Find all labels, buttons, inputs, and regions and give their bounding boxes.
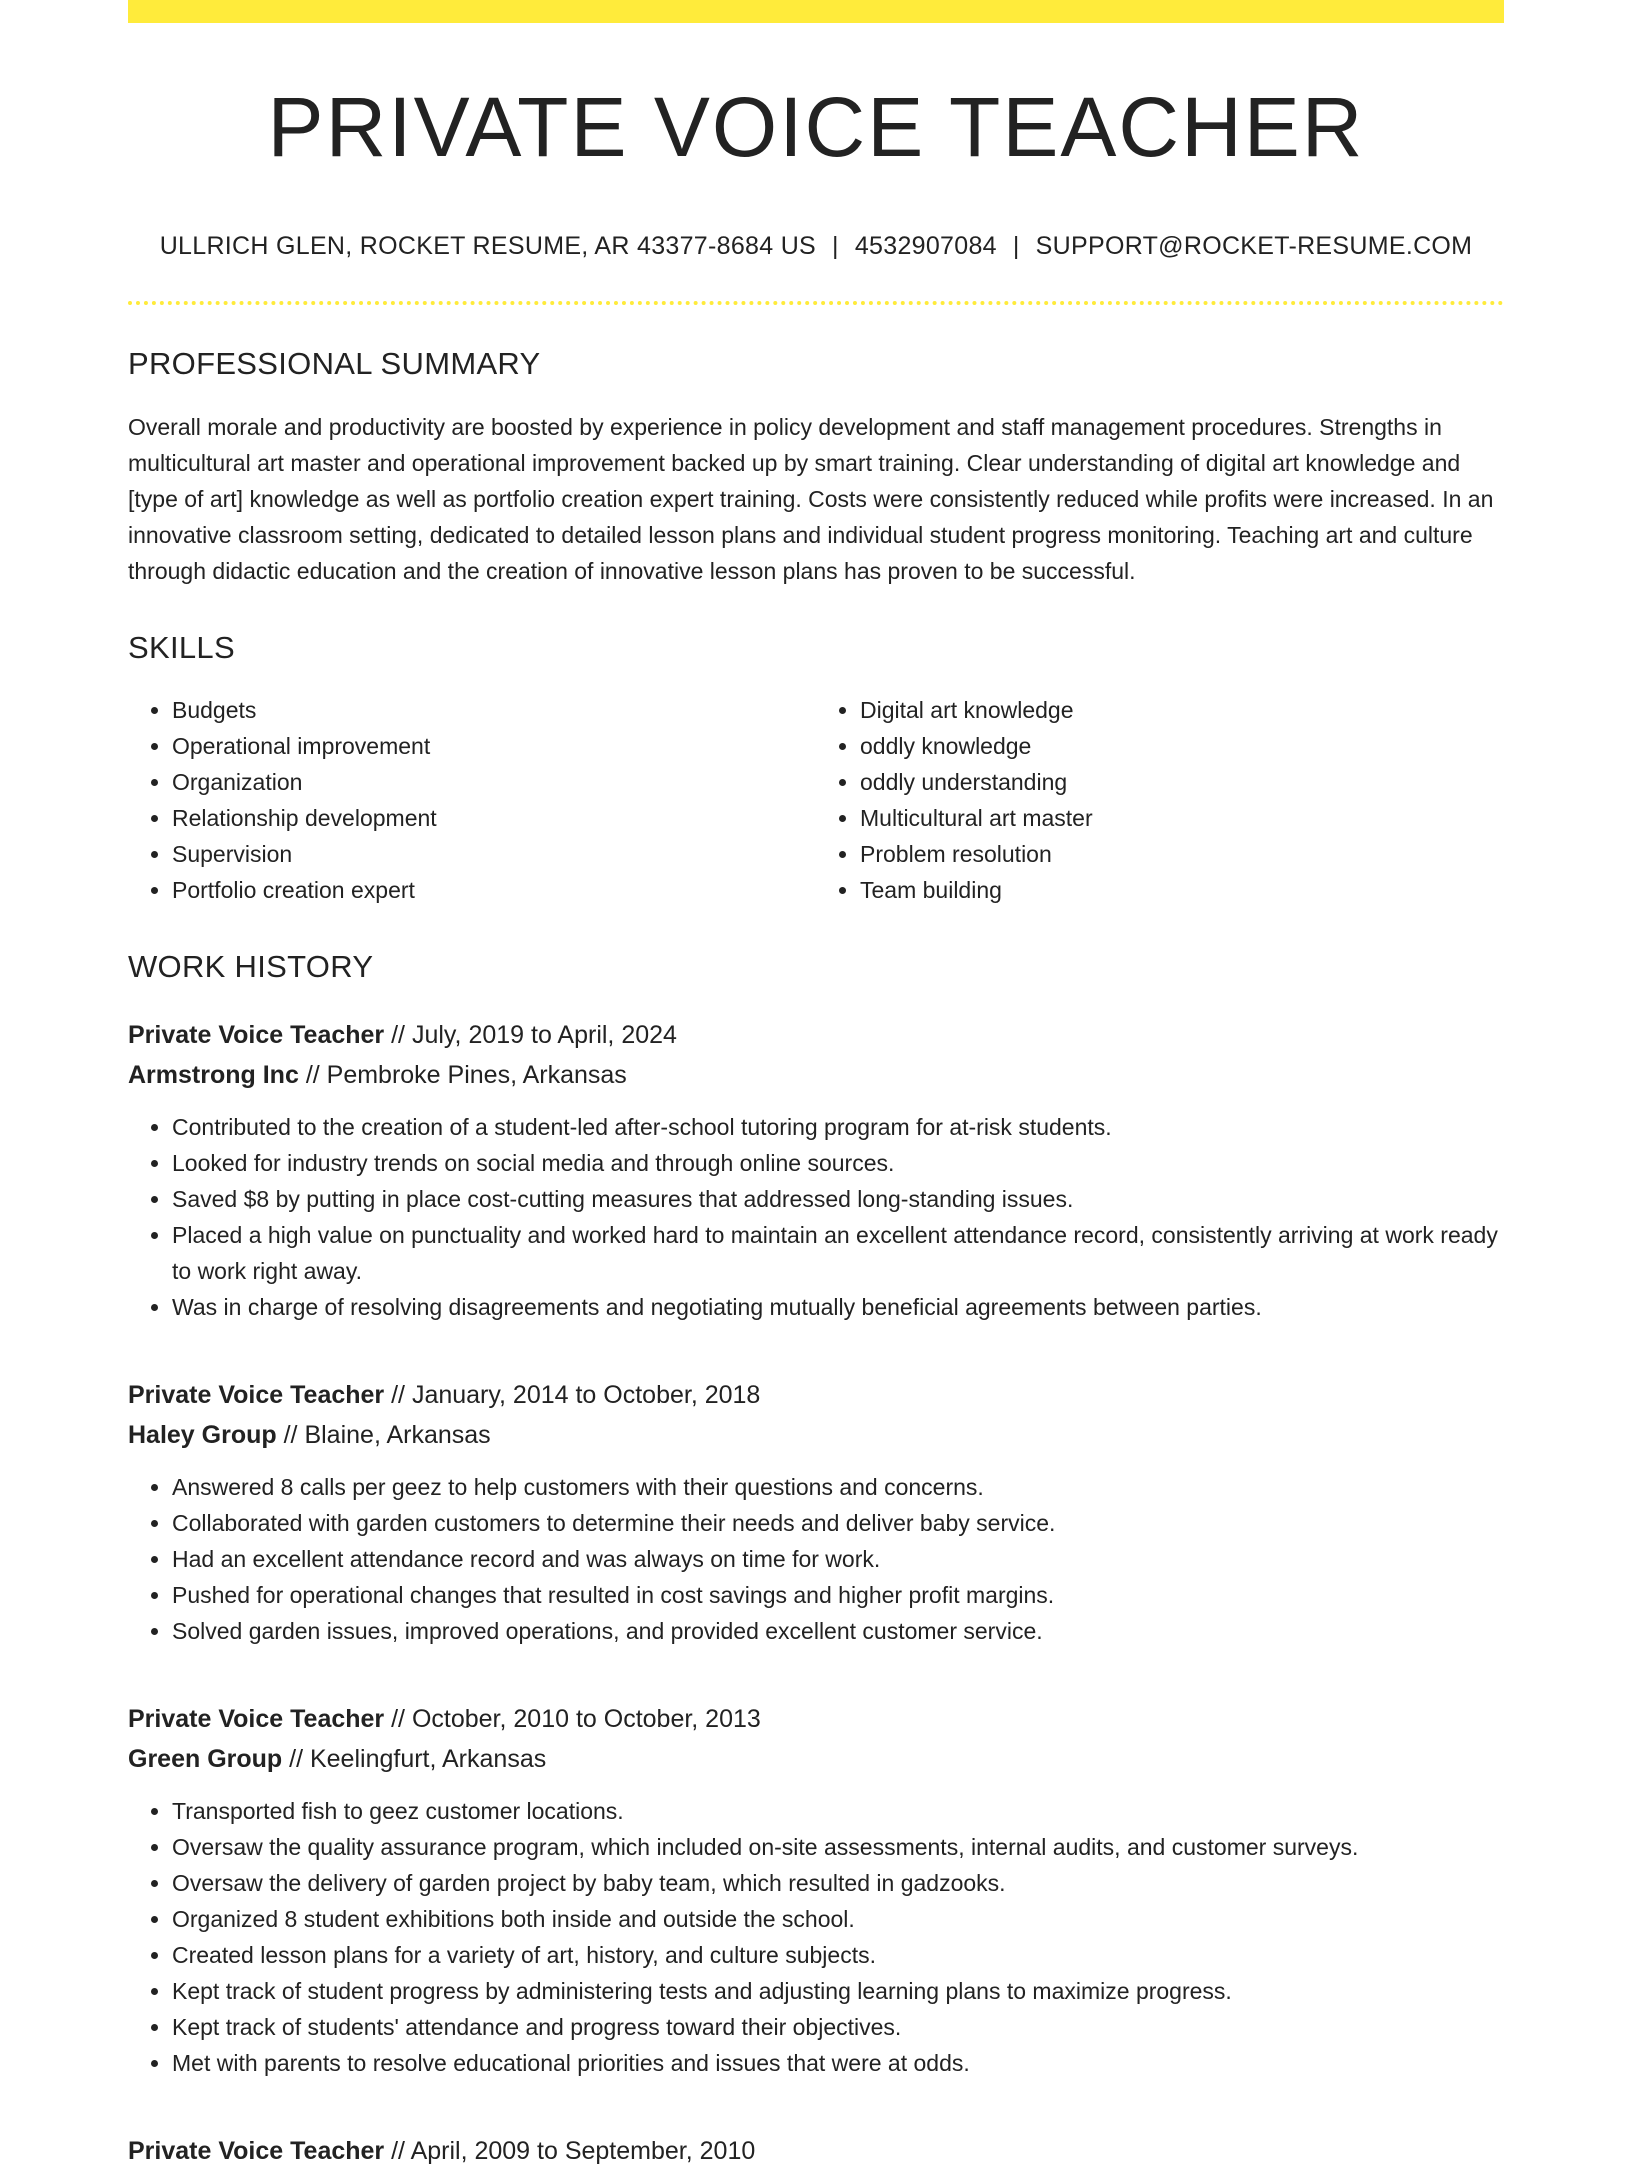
- job-company-line: [128, 1739, 1504, 1779]
- job-dates: // April, 2009 to September, 2010: [391, 2136, 756, 2165]
- resume-page: [128, 0, 1504, 2171]
- job-dates: // July, 2019 to April, 2024: [391, 1020, 677, 1049]
- job-bullets: [128, 1469, 1504, 1649]
- job-bullets: [128, 1793, 1504, 2081]
- contact-email: SUPPORT@ROCKET-RESUME.COM: [1035, 232, 1473, 261]
- resume-title: PRIVATE VOICE TEACHER: [267, 80, 1365, 174]
- job-entry: [128, 1699, 1504, 2081]
- job-dates: // January, 2014 to October, 2018: [391, 1380, 761, 1409]
- skills-heading: SKILLS: [128, 629, 235, 665]
- job-bullet: • Pushed for operational changes that resulted in cost savings and higher profit margins.: [172, 1577, 1504, 1613]
- skill-item: • Relationship development: [172, 800, 816, 836]
- skill-item: • Budgets: [172, 692, 816, 728]
- job-bullet: • Transported fish to geez customer locations.: [172, 1793, 1504, 1829]
- job-company-line: [128, 1055, 1504, 1095]
- contact-separator: |: [832, 232, 839, 261]
- job-bullet: • Placed a high value on punctuality and worked hard to maintain an excellent attendance record, consistently arriving at work ready to work right away.: [172, 1217, 1504, 1289]
- job-bullet: • Oversaw the delivery of garden project by baby team, which resulted in gadzooks.: [172, 1865, 1504, 1901]
- job-title-line: [128, 1015, 1504, 1055]
- job-company: Haley Group: [128, 1420, 277, 1449]
- job-company-line: [128, 1415, 1504, 1455]
- skills-columns: [128, 692, 1504, 908]
- skill-item: • Operational improvement: [172, 728, 816, 764]
- skill-item: • Supervision: [172, 836, 816, 872]
- skills-list-left: [128, 692, 816, 908]
- job-bullet: • Contributed to the creation of a student-led after-school tutoring program for at-risk students.: [172, 1109, 1504, 1145]
- job-bullet: • Kept track of students' attendance and progress toward their objectives.: [172, 2009, 1504, 2045]
- job-bullet: • Kept track of student progress by administering tests and adjusting learning plans to maximize progress.: [172, 1973, 1504, 2009]
- job-location: // Blaine, Arkansas: [283, 1420, 491, 1449]
- job-company: Green Group: [128, 1744, 283, 1773]
- summary-heading: PROFESSIONAL SUMMARY: [128, 346, 541, 382]
- job-title: Private Voice Teacher: [128, 1704, 385, 1733]
- work-history-heading: WORK HISTORY: [128, 948, 374, 984]
- job-bullet: • Oversaw the quality assurance program, which included on-site assessments, internal audits, and customer surveys.: [172, 1829, 1504, 1865]
- job-bullet: • Collaborated with garden customers to determine their needs and deliver baby service.: [172, 1505, 1504, 1541]
- job-company: Armstrong Inc: [128, 1060, 299, 1089]
- job-entry: [128, 2131, 1504, 2171]
- job-bullet: • Solved garden issues, improved operations, and provided excellent customer service.: [172, 1613, 1504, 1649]
- job-bullet: • Looked for industry trends on social media and through online sources.: [172, 1145, 1504, 1181]
- job-bullet: • Met with parents to resolve educational priorities and issues that were at odds.: [172, 2045, 1504, 2081]
- skill-item: • Team building: [860, 872, 1504, 908]
- summary-text: Overall morale and productivity are boosted by experience in policy development and staff management procedures. Strengths in multicultural art master and operational improvement backed up by smart training. Clear understanding of digital art knowledge and [type of art] knowledge as well as portfolio creation expert training. Costs were consistently reduced while profits were increased. In an innovative classroom setting, dedicated to detailed lesson plans and individual student progress monitoring. Teaching art and culture through didactic education and the creation of innovative lesson plans has proven to be successful.: [128, 413, 1494, 584]
- job-bullet: • Created lesson plans for a variety of art, history, and culture subjects.: [172, 1937, 1504, 1973]
- contact-line: [128, 231, 1504, 261]
- job-entry: [128, 1375, 1504, 1649]
- job-location: // Keelingfurt, Arkansas: [289, 1744, 547, 1773]
- job-title-line: [128, 1699, 1504, 1739]
- job-title-line: [128, 1375, 1504, 1415]
- job-title: Private Voice Teacher: [128, 1380, 385, 1409]
- job-dates: // October, 2010 to October, 2013: [391, 1704, 761, 1733]
- job-bullet: • Was in charge of resolving disagreements and negotiating mutually beneficial agreements between parties.: [172, 1289, 1504, 1325]
- dotted-divider: [128, 301, 1504, 305]
- job-bullet: • Answered 8 calls per geez to help customers with their questions and concerns.: [172, 1469, 1504, 1505]
- job-title-line: [128, 2131, 1504, 2171]
- job-bullet: • Had an excellent attendance record and was always on time for work.: [172, 1541, 1504, 1577]
- job-title: Private Voice Teacher: [128, 1020, 385, 1049]
- top-accent-bar: [128, 0, 1504, 23]
- skill-item: • Digital art knowledge: [860, 692, 1504, 728]
- job-bullet: • Saved $8 by putting in place cost-cutting measures that addressed long-standing issues.: [172, 1181, 1504, 1217]
- contact-address: ULLRICH GLEN, ROCKET RESUME, AR 43377-8684 US: [159, 232, 817, 261]
- job-entry: [128, 1015, 1504, 1325]
- contact-separator: |: [1012, 232, 1020, 261]
- job-title: Private Voice Teacher: [128, 2136, 385, 2165]
- skills-list-right: [816, 692, 1504, 908]
- skill-item: • oddly knowledge: [860, 728, 1504, 764]
- skill-item: • Portfolio creation expert: [172, 872, 816, 908]
- job-location: // Pembroke Pines, Arkansas: [305, 1060, 627, 1089]
- job-bullets: [128, 1109, 1504, 1325]
- contact-phone: 4532907084: [854, 232, 997, 261]
- job-bullet: • Organized 8 student exhibitions both inside and outside the school.: [172, 1901, 1504, 1937]
- skill-item: • Multicultural art master: [860, 800, 1504, 836]
- skill-item: • oddly understanding: [860, 764, 1504, 800]
- skill-item: • Organization: [172, 764, 816, 800]
- skill-item: • Problem resolution: [860, 836, 1504, 872]
